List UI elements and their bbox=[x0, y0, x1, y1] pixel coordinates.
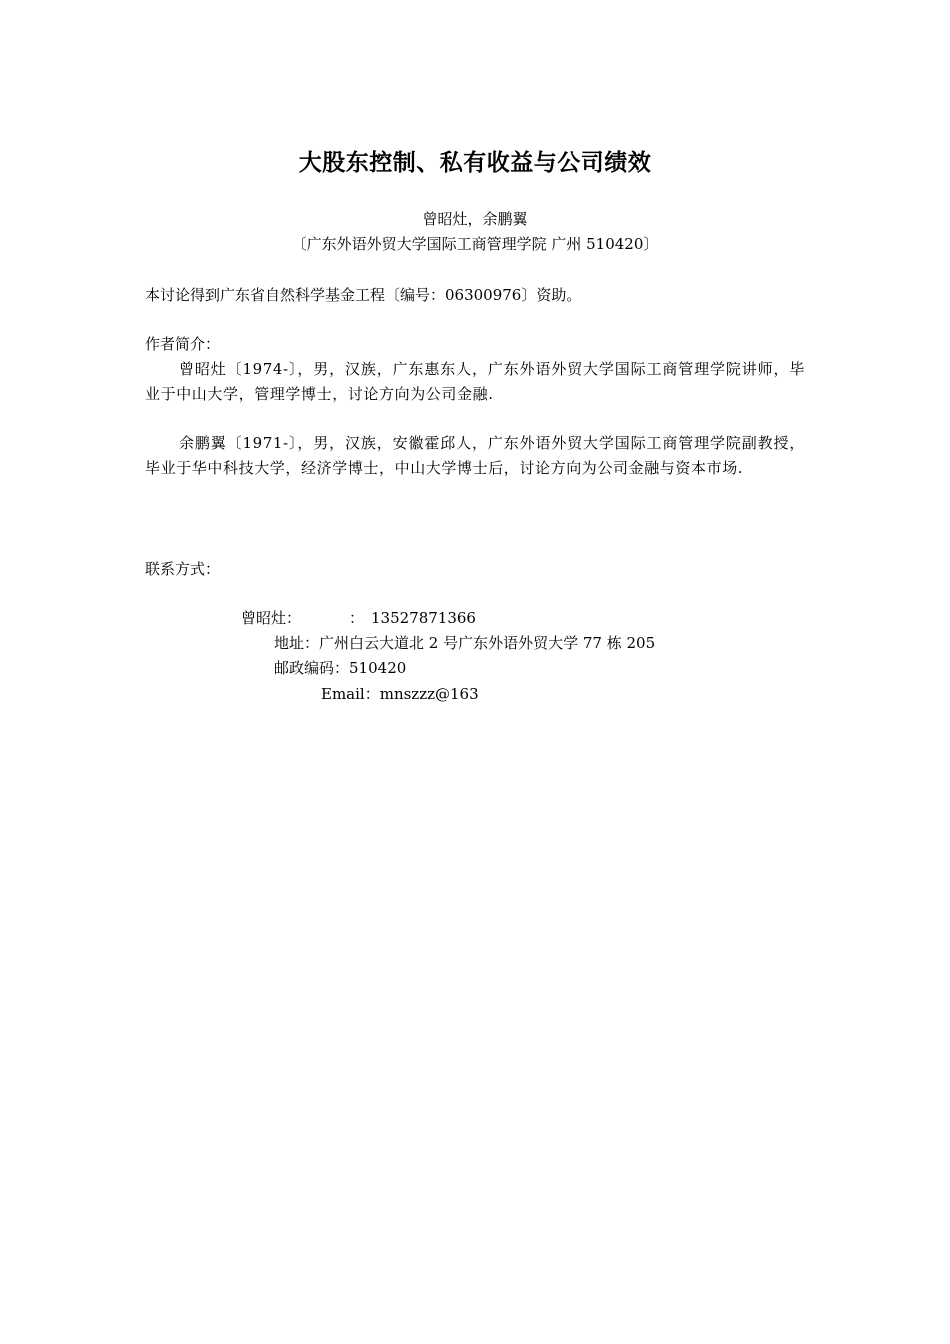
contact-phone: 13527871366 bbox=[371, 609, 476, 627]
contact-email-line bbox=[321, 682, 479, 706]
paper-title: 大股东控制、私有收益与公司绩效 bbox=[298, 150, 652, 176]
author-bio-1: 曾昭灶〔1974-〕，男，汉族，广东惠东人，广东外语外贸大学国际工商管理学院讲师，毕业于中山大学，管理学博士，讨论方向为公司金融. bbox=[145, 360, 805, 403]
funding-note: 本讨论得到广东省自然科学基金工程〔编号：06300976〕资助。 bbox=[145, 286, 582, 304]
contact-email: mnszzz@163 bbox=[379, 685, 479, 703]
author-affiliation: 〔广东外语外贸大学国际工商管理学院 广州 510420〕 bbox=[291, 235, 659, 253]
contact-address-line bbox=[274, 631, 655, 655]
contact-address: 广州白云大道北 2 号广东外语外贸大学 77 栋 205 bbox=[319, 634, 656, 652]
contact-name-label: 曾昭灶： bbox=[241, 609, 302, 627]
author-bio-2: 余鹏翼〔1971-〕，男，汉族，安徽霍邱人，广东外语外贸大学国际工商管理学院副教授，毕业于华中科技大学，经济学博士，中山大学博士后，讨论方向为公司金融与资本市场. bbox=[145, 434, 805, 477]
contact-address-label: 地址： bbox=[274, 634, 320, 652]
contact-postcode-label: 邮政编码： bbox=[274, 659, 350, 677]
contact-postcode: 510420 bbox=[349, 659, 407, 677]
contact-email-label: Email： bbox=[321, 685, 380, 703]
contact-heading: 联系方式： bbox=[145, 560, 221, 578]
contact-phone-line bbox=[241, 606, 476, 630]
contact-phone-separator: ： bbox=[349, 609, 365, 627]
bio-heading: 作者简介： bbox=[145, 335, 221, 353]
contact-postcode-line bbox=[274, 656, 406, 680]
author-names: 曾昭灶，余鹏翼 bbox=[422, 210, 528, 228]
